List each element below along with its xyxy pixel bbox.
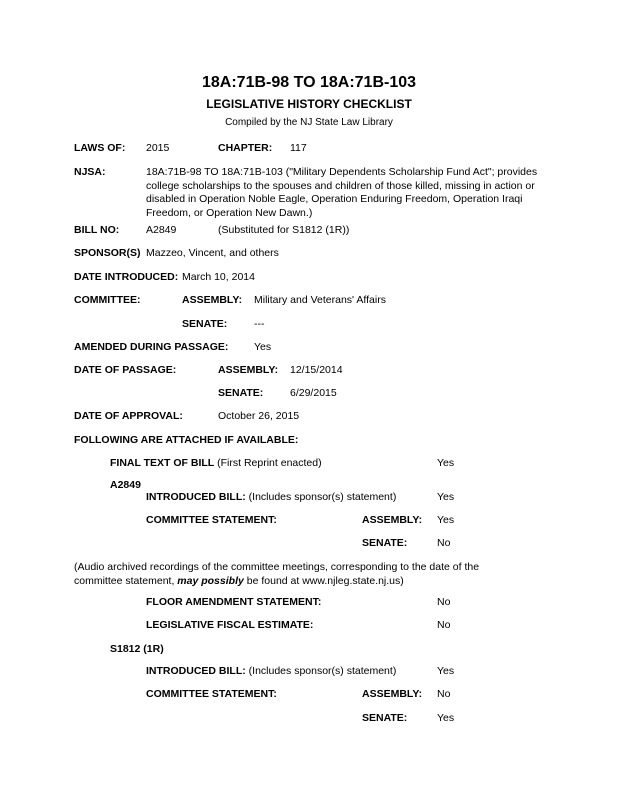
s1812-heading: S1812 (1R) (110, 643, 164, 655)
chapter-label: CHAPTER: (218, 142, 273, 154)
date-introduced-label: DATE INTRODUCED: (74, 271, 179, 283)
s1812-introduced-label: INTRODUCED BILL: (146, 665, 246, 677)
date-introduced-value: March 10, 2014 (182, 271, 255, 283)
bill-no-value: A2849 (146, 224, 177, 236)
laws-of-value: 2015 (146, 142, 170, 154)
fiscal-estimate-label: LEGISLATIVE FISCAL ESTIMATE: (146, 619, 314, 631)
final-text-row (110, 457, 322, 469)
audio-note-before: (Audio archived recordings of the committee meetings, corresponding to the date of the committee statement, (74, 561, 480, 587)
floor-amendment-label: FLOOR AMENDMENT STATEMENT: (146, 596, 322, 608)
a2849-committee-senate-label: SENATE: (362, 537, 408, 549)
njsa-label: NJSA: (74, 166, 106, 178)
passage-senate-value: 6/29/2015 (290, 387, 337, 399)
passage-senate-label: SENATE: (218, 387, 264, 399)
a2849-introduced-label: INTRODUCED BILL: (146, 491, 246, 503)
s1812-introduced-row (146, 665, 396, 677)
sponsor-value: Mazzeo, Vincent, and others (146, 247, 279, 259)
amended-value: Yes (254, 341, 272, 353)
njsa-value: 18A:71B-98 TO 18A:71B-103 ("Military Dependents Scholarship Fund Act"; provides college scholarships to the spouses and children of those killed, missing in action or disabled in Operation Noble Eagle, Operation Enduring Freedom, Operation Iraqi Freedom, or Operation New Dawn.) (146, 166, 538, 219)
sponsor-label: SPONSOR(S) (74, 247, 141, 259)
a2849-heading: A2849 (110, 479, 141, 491)
s1812-committee-senate-label: SENATE: (362, 712, 408, 724)
attached-heading: FOLLOWING ARE ATTACHED IF AVAILABLE: (74, 434, 299, 446)
laws-of-label: LAWS OF: (74, 142, 126, 154)
final-text-label: FINAL TEXT OF BILL (110, 457, 215, 469)
compiled-by: Compiled by the NJ State Law Library (225, 117, 393, 128)
passage-assembly-value: 12/15/2014 (290, 364, 343, 376)
a2849-committee-assembly-label: ASSEMBLY: (362, 514, 423, 526)
audio-note-emph: may possibly (177, 574, 244, 587)
committee-senate-value: --- (254, 318, 265, 330)
fiscal-estimate-value: No (437, 619, 451, 631)
s1812-introduced-note: (Includes sponsor(s) statement) (248, 665, 397, 677)
final-text-value: Yes (437, 457, 455, 469)
a2849-introduced-note: (Includes sponsor(s) statement) (248, 491, 397, 503)
committee-assembly-value: Military and Veterans' Affairs (254, 294, 386, 306)
s1812-introduced-value: Yes (437, 665, 455, 677)
bill-no-label: BILL NO: (74, 224, 120, 236)
date-of-passage-label: DATE OF PASSAGE: (74, 364, 177, 376)
s1812-committee-senate-value: Yes (437, 712, 455, 724)
s1812-committee-label: COMMITTEE STATEMENT: (146, 688, 277, 700)
date-of-approval-value: October 26, 2015 (218, 410, 300, 422)
date-of-approval-label: DATE OF APPROVAL: (74, 410, 183, 422)
floor-amendment-value: No (437, 596, 451, 608)
amended-label: AMENDED DURING PASSAGE: (74, 341, 229, 353)
chapter-value: 117 (290, 142, 307, 154)
s1812-committee-assembly-label: ASSEMBLY: (362, 688, 423, 700)
a2849-committee-assembly-value: Yes (437, 514, 455, 526)
a2849-committee-senate-value: No (437, 537, 451, 549)
audio-note-after: be found at www.njleg.state.nj.us) (243, 574, 404, 587)
committee-assembly-label: ASSEMBLY: (182, 294, 243, 306)
committee-senate-label: SENATE: (182, 318, 228, 330)
a2849-introduced-row (146, 491, 396, 503)
committee-label: COMMITTEE: (74, 294, 141, 306)
final-text-note: (First Reprint enacted) (217, 457, 322, 469)
document-subtitle: LEGISLATIVE HISTORY CHECKLIST (206, 97, 412, 111)
a2849-committee-label: COMMITTEE STATEMENT: (146, 514, 277, 526)
a2849-introduced-value: Yes (437, 491, 455, 503)
document-title: 18A:71B-98 TO 18A:71B-103 (201, 74, 417, 91)
passage-assembly-label: ASSEMBLY: (218, 364, 279, 376)
s1812-committee-assembly-value: No (437, 688, 451, 700)
bill-no-note: (Substituted for S1812 (1R)) (218, 224, 350, 236)
audio-note (74, 561, 514, 588)
